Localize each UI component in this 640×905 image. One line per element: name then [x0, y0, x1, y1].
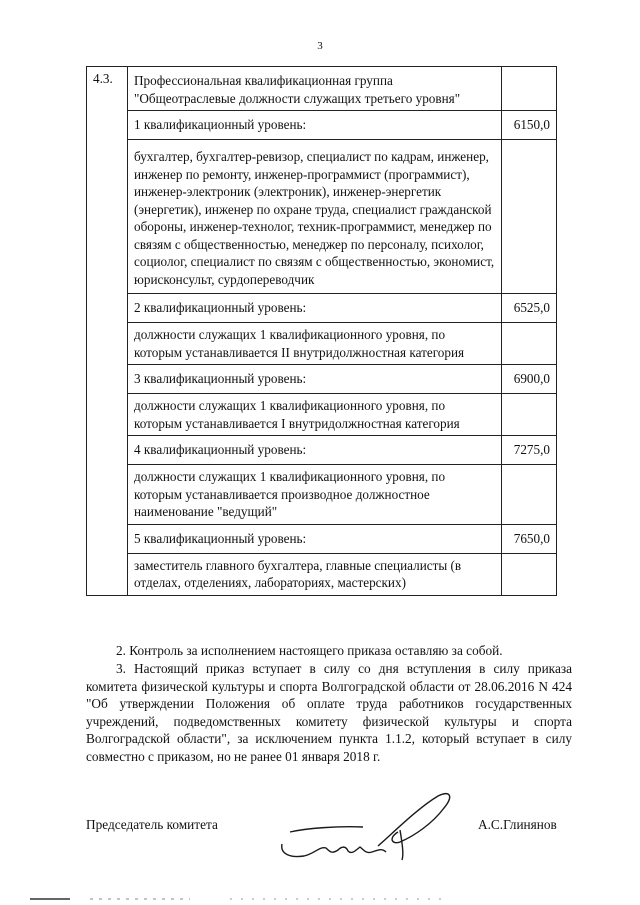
positions-value-empty — [502, 140, 557, 294]
signatory-name: А.С.Глинянов — [478, 817, 557, 832]
section-number: 4.3. — [87, 67, 128, 596]
level-label: 4 квалификационный уровень: — [128, 436, 502, 465]
level-label: 2 квалификационный уровень: — [128, 294, 502, 323]
level-value: 7650,0 — [502, 524, 557, 553]
group-title: Профессиональная квалификационная группа "Общеотраслевые должности служащих третьего уровня" — [128, 67, 502, 111]
positions-value-empty — [502, 553, 557, 595]
level-row-5 — [87, 524, 557, 553]
positions-row-3 — [87, 394, 557, 436]
positions-row-5 — [87, 553, 557, 595]
handwritten-signature — [268, 780, 468, 870]
signatory-position: Председатель комитета — [86, 817, 218, 832]
positions-row-4 — [87, 465, 557, 525]
level-row-2 — [87, 294, 557, 323]
level-row-1 — [87, 111, 557, 140]
positions-row-2 — [87, 323, 557, 365]
level-label: 3 квалификационный уровень: — [128, 365, 502, 394]
positions-text: должности служащих 1 квалификационного уровня, по которым устанавливается I внутридолжностная категория — [128, 394, 502, 436]
level-label: 1 квалификационный уровень: — [128, 111, 502, 140]
level-row-3 — [87, 365, 557, 394]
positions-text: должности служащих 1 квалификационного уровня, по которым устанавливается производное должностное наименование "ведущий" — [128, 465, 502, 525]
page-number: 3 — [317, 40, 323, 52]
level-value: 6900,0 — [502, 365, 557, 394]
level-value: 6150,0 — [502, 111, 557, 140]
positions-value-empty — [502, 465, 557, 525]
footer-rule — [30, 898, 640, 900]
positions-value-empty — [502, 394, 557, 436]
qualification-table — [86, 66, 557, 596]
positions-text: должности служащих 1 квалификационного уровня, по которым устанавливается II внутридолжностная категория — [128, 323, 502, 365]
positions-row-1 — [87, 140, 557, 294]
group-header-row — [87, 67, 557, 111]
paragraph-2: 2. Контроль за исполнением настоящего приказа оставляю за собой. — [116, 643, 503, 658]
group-value-empty — [502, 67, 557, 111]
level-label: 5 квалификационный уровень: — [128, 524, 502, 553]
paragraph-3: 3. Настоящий приказ вступает в силу со дня вступления в силу приказа комитета физической культуры и спорта Волгоградской области от 28.06.2016 N 424 "Об утверждении Положения об оплате труда работников государственных учреждений, подведомственных комитету физической культуры и спорта Волгоградской области", за исключением пункта 1.1.2, который вступает в силу совместно с приказом, но не ранее 01 января 2018 г. — [86, 661, 572, 764]
level-value: 6525,0 — [502, 294, 557, 323]
level-value: 7275,0 — [502, 436, 557, 465]
positions-text: заместитель главного бухгалтера, главные специалисты (в отделах, отделениях, лабораториях, мастерских) — [128, 553, 502, 595]
positions-text: бухгалтер, бухгалтер-ревизор, специалист по кадрам, инженер, инженер по ремонту, инженер-программист (программист), инженер-электроник (электроник), инженер-энергетик (энергетик), инженер по охране труда, специалист гражданской обороны, инженер-технолог, техник-программист, менеджер по связям с общественностью, менеджер по персоналу, психолог, социолог, специалист по связям с общественностью, экономист, юрисконсульт, сурдопереводчик — [128, 140, 502, 294]
level-row-4 — [87, 436, 557, 465]
positions-value-empty — [502, 323, 557, 365]
